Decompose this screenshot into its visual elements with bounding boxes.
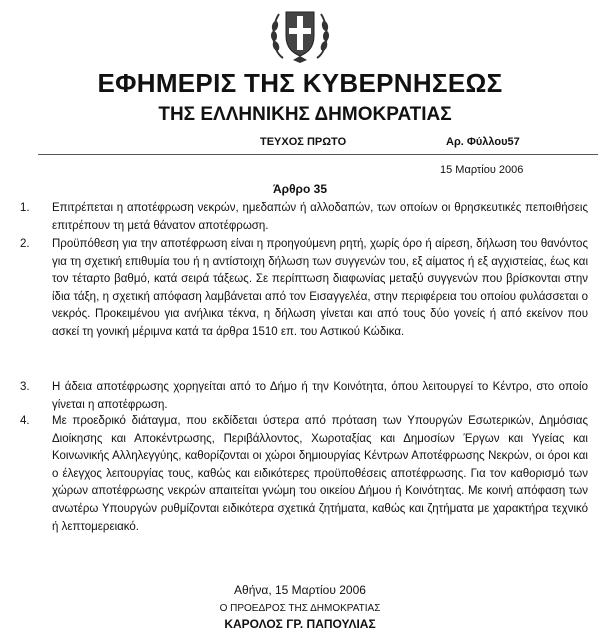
paragraph-text: Η άδεια αποτέφρωσης χορηγείται από το Δήμο ή την Κοινότητα, όπου λειτουργεί το Κέντρο, στο οποίο γίνεται η αποτέφρωση. bbox=[52, 381, 588, 411]
article-paragraph bbox=[20, 379, 588, 414]
signature-office: Ο ΠΡΟΕΔΡΟΣ ΤΗΣ ΔΗΜΟΚΡΑΤΙΑΣ bbox=[219, 603, 381, 614]
signature-name: ΚΑΡΟΛΟΣ ΓΡ. ΠΑΠΟΥΛΙΑΣ bbox=[224, 617, 376, 631]
paragraph-text: Προϋπόθεση για την αποτέφρωση είναι η προηγούμενη ρητή, χωρίς όρο ή αίρεση, δήλωση του θανόντος για τη σχετική επιθυμία του ή η αντίστοιχη δήλωση των συγγενών του, εξ αίματος ή εξ αγχιστείας, έως και τον τέταρτο βαθμό, κατά σειρά τάξεως. Σε περίπτωση διαφωνίας μεταξύ συγγενών που βρίσκονται στην ίδια τάξη, η σχετική απόφαση λαμβάνεται από τον Εισαγγελέα, στην περιφέρεια του οποίου φυλάσσεται ο νεκρός. Προκειμένου για ανήλικα τέκνα, η δήλωση γίνεται και από τους δύο γονείς ή από εκείνον που ασκεί τη γονική μέριμνα κατά τα άρθρα 1510 επ. του Αστικού Κώδικα. bbox=[52, 238, 588, 338]
article-title: Άρθρο 35 bbox=[272, 182, 327, 196]
paragraph-number: 2. bbox=[20, 238, 30, 250]
article-paragraph bbox=[20, 413, 588, 536]
paragraph-text: Με προεδρικό διάταγμα, που εκδίδεται ύστερα από πρόταση των Υπουργών Εσωτερικών, Δημόσιας Διοίκησης και Αποκέντρωσης, Περιβάλλοντος, Χωροταξίας και Δημοσίων Έργων και Υγείας και Κοινωνικής Αλληλεγγύης, καθορίζονται οι χώροι δημιουργίας Κέντρων Αποτέφρωσης Νεκρών, οι όροι και ο έλεγχος λειτουργίας τους, καθώς και ειδικότερες προϋποθέσεις αποτέφρωσης. Για τον καθορισμό των χώρων αποτέφρωσης νεκρών απαιτείται γνώμη του οικείου Δήμου ή Κοινότητας. Με κοινή απόφαση των ανωτέρω Υπουργών ρυθμίζονται ειδικότερα σχετικά ζητήματα, καθώς και ζητήματα με χαρακτήρα τεχνικό ή λεπτομερειακό. bbox=[52, 415, 588, 533]
gazette-title: ΕΦΗΜΕΡΙΣ ΤΗΣ ΚΥΒΕΡΝΗΣΕΩΣ bbox=[97, 68, 503, 98]
greek-coat-of-arms-icon bbox=[269, 6, 331, 64]
paragraph-number: 3. bbox=[20, 381, 30, 393]
paragraph-number: 4. bbox=[20, 415, 30, 427]
sheet-number: Αρ. Φύλλου57 bbox=[446, 136, 520, 148]
issue-date: 15 Μαρτίου 2006 bbox=[440, 164, 524, 176]
header-divider bbox=[38, 154, 598, 155]
paragraph-text: Επιτρέπεται η αποτέφρωση νεκρών, ημεδαπών ή αλλοδαπών, των οποίων οι θρησκευτικές πεποιθήσεις επιτρέπουν τη μετά θάνατον αποτέφρωση. bbox=[52, 202, 588, 232]
gazette-subtitle: ΤΗΣ ΕΛΛΗΝΙΚΗΣ ΔΗΜΟΚΡΑΤΙΑΣ bbox=[158, 104, 452, 125]
signature-place-date: Αθήνα, 15 Μαρτίου 2006 bbox=[234, 583, 366, 597]
issue-series: ΤΕΥΧΟΣ ΠΡΩΤΟ bbox=[260, 136, 347, 148]
article-paragraph bbox=[20, 200, 588, 235]
paragraph-number: 1. bbox=[20, 202, 30, 214]
article-paragraph bbox=[20, 236, 588, 342]
